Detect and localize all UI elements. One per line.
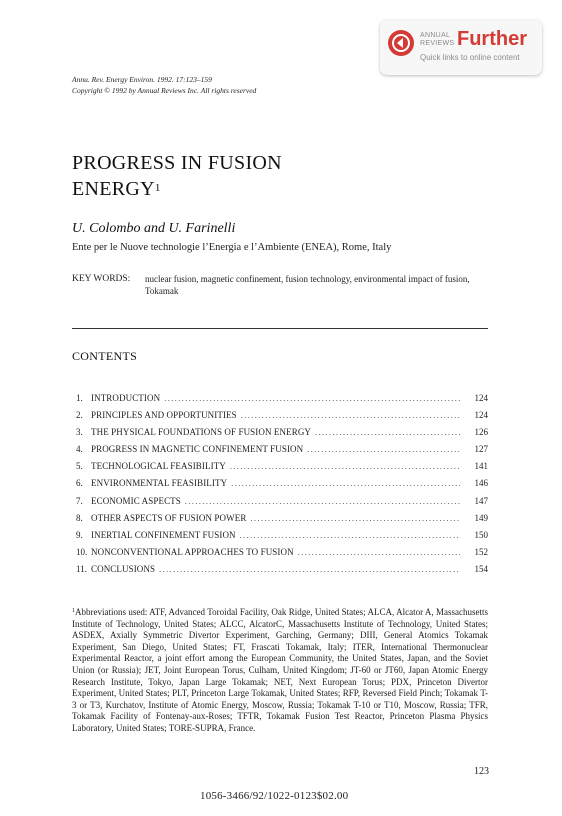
title-line-2: [72, 176, 282, 202]
toc-item-label: NONCONVENTIONAL APPROACHES TO FUSION: [91, 546, 294, 557]
toc-item-page: 141: [474, 461, 488, 472]
toc-item[interactable]: [76, 410, 488, 427]
table-of-contents: [76, 393, 488, 581]
journal-citation: Annu. Rev. Energy Environ. 1992. 17:123–159: [72, 75, 212, 84]
toc-item-number: 10.: [76, 546, 88, 557]
toc-item-number: 1.: [76, 393, 83, 403]
annual-reviews-logo-icon: [388, 30, 414, 56]
toc-item-number: 6.: [76, 478, 83, 489]
toc-item-label: PROGRESS IN MAGNETIC CONFINEMENT FUSION: [91, 444, 304, 455]
toc-item[interactable]: [76, 461, 488, 478]
toc-item-number: 8.: [76, 512, 83, 523]
author-affiliation: Ente per le Nuove technologie l’Energia e l’Ambiente (ENEA), Rome, Italy: [72, 242, 392, 253]
toc-leader-dots: [307, 445, 460, 454]
toc-item-page: 124: [474, 393, 488, 403]
toc-item-label: ECONOMIC ASPECTS: [91, 495, 181, 506]
toc-item-number: 5.: [76, 461, 83, 472]
toc-item-page: 147: [474, 495, 488, 506]
toc-item[interactable]: [76, 444, 488, 461]
toc-item-label: ENVIRONMENTAL FEASIBILITY: [91, 478, 228, 489]
toc-item-page: 150: [474, 529, 488, 540]
toc-item-number: 9.: [76, 529, 83, 540]
toc-leader-dots: [230, 462, 460, 471]
badge-further-label: Further: [457, 28, 527, 50]
toc-item-number: 4.: [76, 444, 83, 455]
toc-item-label: THE PHYSICAL FOUNDATIONS OF FUSION ENERGY: [91, 427, 312, 438]
toc-leader-dots: [231, 479, 460, 488]
toc-item-number: 7.: [76, 495, 83, 506]
abbreviations-footnote: [72, 607, 488, 735]
toc-item-number: 2.: [76, 410, 83, 421]
toc-item[interactable]: [76, 496, 488, 513]
price-code: 1056-3466/92/1022-0123$02.00: [200, 790, 349, 802]
toc-item-label: INERTIAL CONFINEMENT FUSION: [91, 529, 236, 540]
toc-item-page: 126: [474, 427, 488, 438]
annual-reviews-further-badge[interactable]: [380, 20, 542, 75]
toc-item-page: 127: [474, 444, 488, 455]
copyright-notice: Copyright © 1992 by Annual Reviews Inc. All rights reserved: [72, 86, 257, 95]
badge-subtitle: Quick links to online content: [420, 53, 520, 62]
article-title: [72, 150, 282, 202]
toc-item[interactable]: [76, 393, 488, 410]
toc-leader-dots: [298, 548, 460, 557]
toc-item[interactable]: [76, 513, 488, 530]
keywords-text: nuclear fusion, magnetic confinement, fusion technology, environmental impact of fusion, Tokamak: [145, 274, 470, 296]
toc-item[interactable]: [76, 547, 488, 564]
toc-item-label: PRINCIPLES AND OPPORTUNITIES: [91, 410, 237, 421]
title-line-2-text: ENERGY: [72, 178, 155, 200]
toc-leader-dots: [164, 394, 460, 403]
toc-item[interactable]: [76, 427, 488, 444]
title-line-1: PROGRESS IN FUSION: [72, 152, 282, 174]
toc-item-label: TECHNOLOGICAL FEASIBILITY: [91, 461, 226, 472]
badge-reviews-text: REVIEWS: [420, 40, 455, 47]
toc-leader-dots: [185, 497, 460, 506]
toc-leader-dots: [240, 531, 460, 540]
toc-item[interactable]: [76, 530, 488, 547]
section-divider: [72, 328, 488, 329]
toc-leader-dots: [250, 514, 460, 523]
toc-item-page: 146: [474, 478, 488, 489]
page-number: 123: [474, 766, 489, 777]
toc-item-page: 124: [474, 410, 488, 421]
article-authors: U. Colombo and U. Farinelli: [72, 221, 236, 236]
toc-leader-dots: [241, 411, 460, 420]
footnote-mark: 1: [72, 608, 75, 614]
toc-item[interactable]: [76, 564, 488, 581]
keywords-label: KEY WORDS:: [72, 274, 131, 284]
toc-leader-dots: [315, 428, 460, 437]
toc-item-number: 11.: [76, 563, 87, 574]
toc-item-page: 154: [474, 563, 488, 574]
toc-item-label: OTHER ASPECTS OF FUSION POWER: [91, 512, 247, 523]
toc-item-page: 152: [474, 546, 488, 557]
toc-item-label: INTRODUCTION: [91, 393, 161, 403]
badge-annual-text: ANNUAL: [420, 32, 451, 39]
toc-item-page: 149: [474, 512, 488, 523]
toc-item[interactable]: [76, 478, 488, 495]
toc-leader-dots: [159, 565, 460, 574]
toc-item-number: 3.: [76, 427, 83, 438]
contents-heading: CONTENTS: [72, 349, 138, 363]
footnote-text: Abbreviations used: ATF, Advanced Toroidal Facility, Oak Ridge, United States; ALCA, Alcator A, Massachusetts Institute of Technology, United States; ALCC, AlcatorC, Massachusetts Institute of Technology, United States; ASDEX, Axially Symmetric Divertor Experiment, Garching, Germany; DIII, General Atomics Tokamak Experiment, San Diego, United States; FT, Frascati Tokamak, Italy; ITER, International Thermonuclear Experimental Reactor, a joint effort among the European Community, the United States, Japan, and the Soviet Union (or Russia); JET, Joint European Torus, Culham, United Kingdom; JT-60 or JT60, Japan Atomic Energy Research Institute, Tokyo, Japan Large Tokamak; NET, Next European Torus; PDX, Princeton Divertor Experiment, United States; PLT, Princeton Large Tokamak, United States; RFP, Reversed Field Pinch; Tokamak T-3 or T3, Kurchatov, Institute of Atomic Energy, Moscow, Russia; Tokamak T-10 or T10, Moscow, Russia; TFR, Tokamak Facility of Fontenay-aux-Roses; TFTR, Tokamak Fusion Test Reactor, Princeton Plasma Physics Laboratory, United States; TORE-SUPRA, France.: [72, 607, 488, 733]
toc-item-label: CONCLUSIONS: [91, 563, 156, 574]
title-footnote-mark[interactable]: 1: [154, 182, 161, 194]
